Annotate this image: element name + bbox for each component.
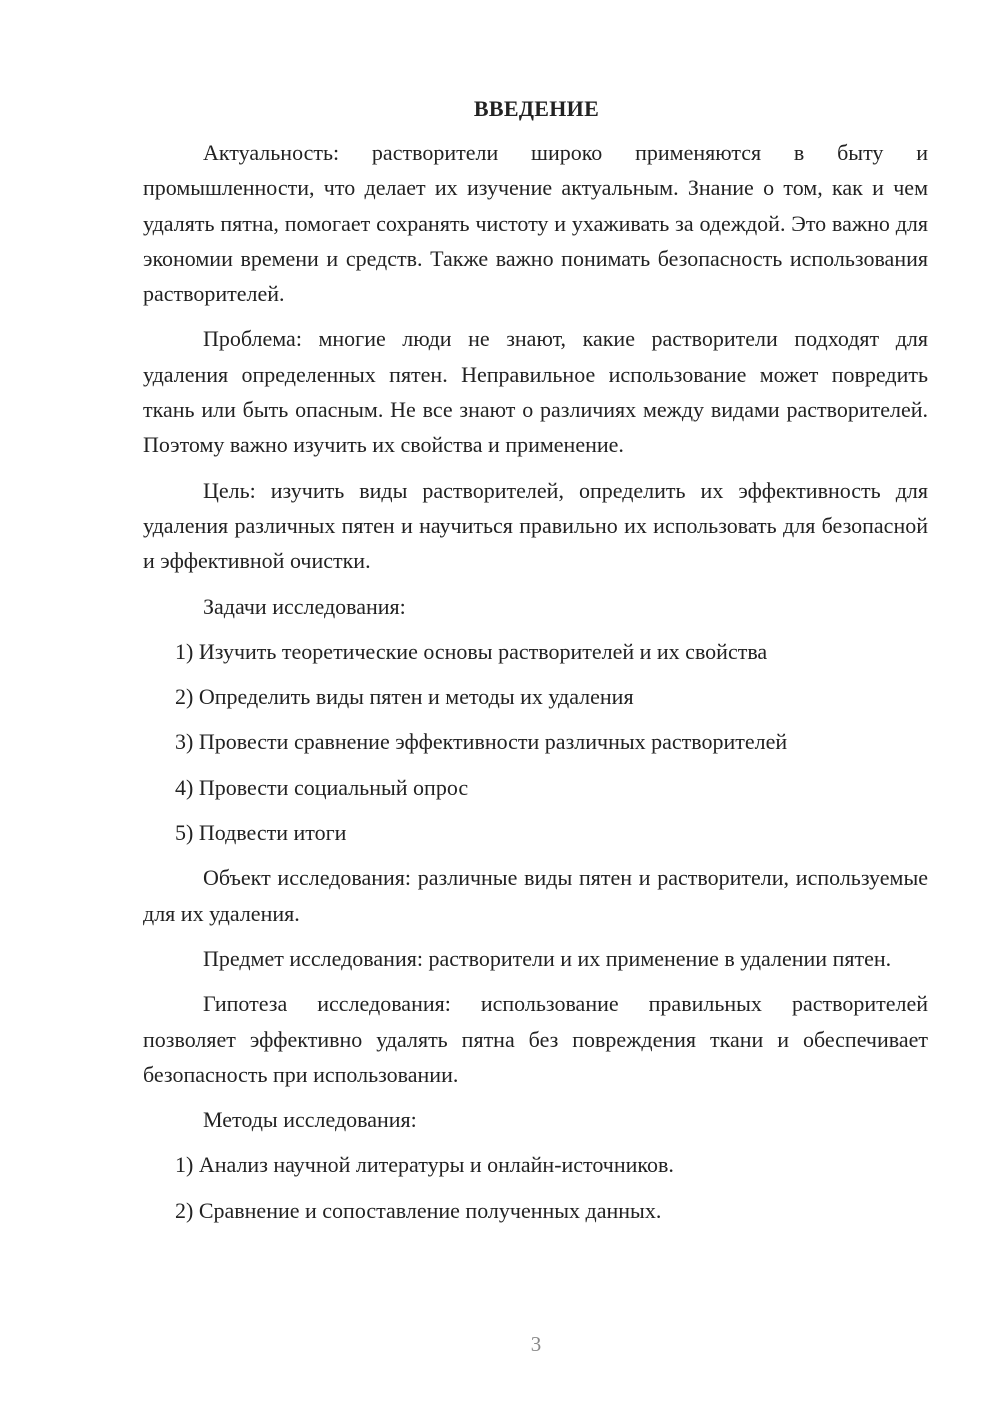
page-number: 3 bbox=[530, 1332, 542, 1356]
list-item: 4) Провести социальный опрос bbox=[175, 774, 469, 800]
subject-paragraph: Предмет исследования: растворители и их применение в удалении пятен. bbox=[203, 945, 892, 971]
hypothesis-paragraph: Гипотеза исследования: использование правильных растворителей позволяет эффективно удалять пятна без повреждения ткани и обеспечивает безопасность при использовании. bbox=[143, 991, 928, 1087]
list-item: 5) Подвести итоги bbox=[175, 820, 347, 846]
tasks-label: Задачи исследования: bbox=[203, 593, 406, 619]
list-item: 1) Анализ научной литературы и онлайн-источников. bbox=[175, 1152, 674, 1178]
object-paragraph: Объект исследования: различные виды пятен и растворители, используемые для их удаления. bbox=[143, 865, 928, 926]
tasks-list bbox=[143, 634, 928, 850]
problem-paragraph: Проблема: многие люди не знают, какие растворители подходят для удаления определенных пятен. Неправильное использование может повредить ткань или быть опасным. Не все знают о различиях между видами растворителей. Поэтому важно изучить их свойства и применение. bbox=[143, 326, 928, 458]
list-item: 2) Сравнение и сопоставление полученных данных. bbox=[175, 1197, 662, 1223]
methods-list bbox=[143, 1147, 928, 1228]
goal-paragraph: Цель: изучить виды растворителей, определить их эффективность для удаления различных пятен и научиться правильно их использовать для безопасной и эффективной очистки. bbox=[143, 477, 928, 574]
list-item: 3) Провести сравнение эффективности различных растворителей bbox=[175, 729, 788, 755]
list-item: 1) Изучить теоретические основы растворителей и их свойства bbox=[175, 638, 768, 664]
relevance-paragraph: Актуальность: растворители широко применяются в быту и промышленности, что делает их изучение актуальным. Знание о том, как и чем удалять пятна, помогает сохранять чистоту и ухаживать за одеждой. Это важно для экономии времени и средств. Также важно понимать безопасность использования растворителей. bbox=[143, 140, 928, 307]
list-item: 2) Определить виды пятен и методы их удаления bbox=[175, 684, 634, 710]
document-page bbox=[143, 95, 928, 1238]
document-title: ВВЕДЕНИЕ bbox=[473, 96, 600, 121]
methods-label: Методы исследования: bbox=[203, 1107, 417, 1133]
